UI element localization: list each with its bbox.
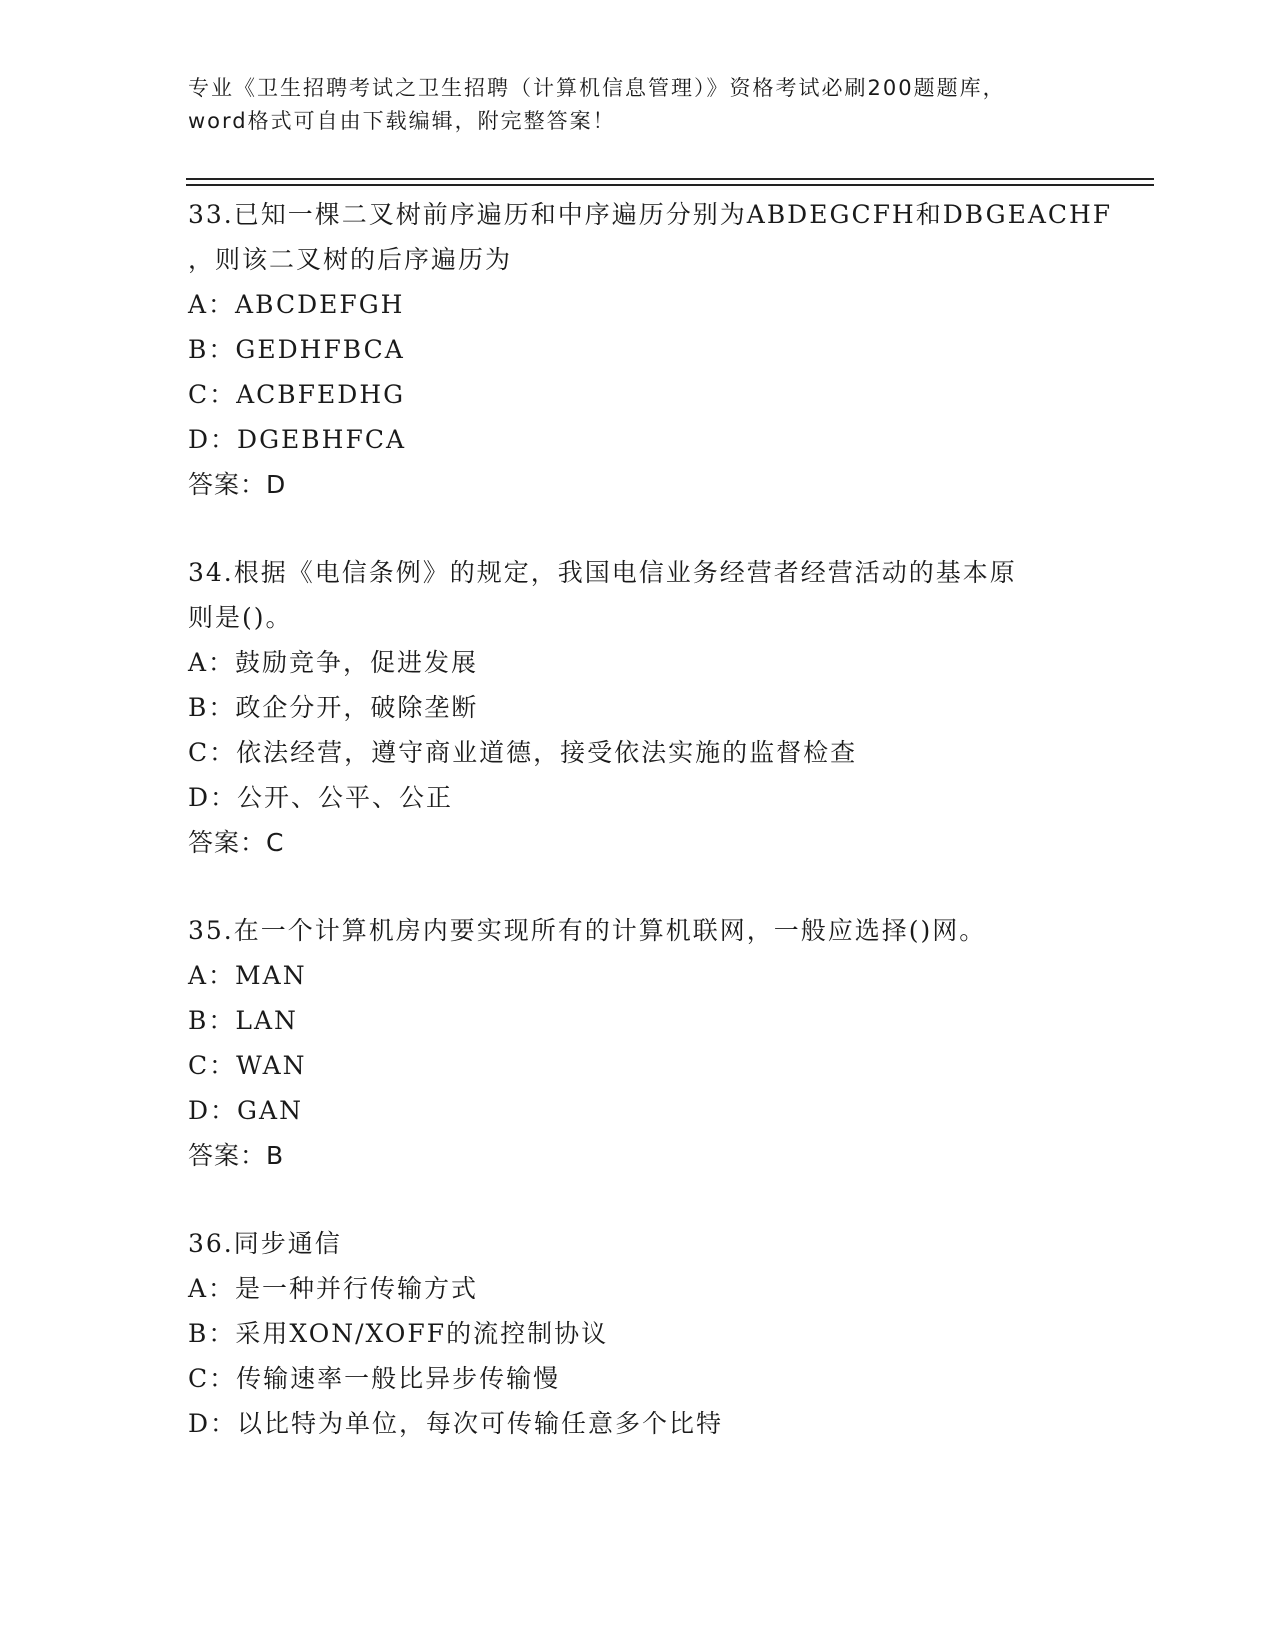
question-text: 36.同步通信 [188, 1229, 342, 1258]
answer: 答案：D [188, 470, 287, 499]
question-text-continued: ，则该二叉树的后序遍历为 [188, 245, 513, 274]
question-36 [188, 1221, 1088, 1446]
option-d: D：以比特为单位，每次可传输任意多个比特 [188, 1409, 724, 1438]
option-b: B：政企分开，破除垄断 [188, 693, 479, 722]
option-d: D：公开、公平、公正 [188, 783, 454, 812]
document-header [188, 72, 1088, 138]
option-b: B：采用XON/XOFF的流控制协议 [188, 1319, 609, 1348]
question-text: 35.在一个计算机房内要实现所有的计算机联网，一般应选择()网。 [188, 916, 987, 945]
option-a: A：MAN [188, 961, 307, 990]
option-c: C：WAN [188, 1051, 307, 1080]
question-text: 33.已知一棵二叉树前序遍历和中序遍历分别为ABDEGCFH和DBGEACHF [188, 200, 1113, 229]
option-d: D：GAN [188, 1096, 303, 1125]
header-line-1: 专业《卫生招聘考试之卫生招聘（计算机信息管理）》资格考试必刷200题题库， [188, 76, 1006, 100]
option-c: C：ACBFEDHG [188, 380, 406, 409]
option-d: D：DGEBHFCA [188, 425, 407, 454]
question-34 [188, 550, 1088, 865]
question-text: 34.根据《电信条例》的规定，我国电信业务经营者经营活动的基本原 [188, 558, 1017, 587]
header-line-2: word格式可自由下载编辑，附完整答案！ [188, 109, 616, 133]
option-c: C：传输速率一般比异步传输慢 [188, 1364, 561, 1393]
question-list [188, 192, 1113, 1446]
header-divider-bottom [186, 184, 1154, 186]
question-text-continued: 则是()。 [188, 603, 293, 632]
option-c: C：依法经营，遵守商业道德，接受依法实施的监督检查 [188, 738, 858, 767]
option-a: A：是一种并行传输方式 [188, 1274, 479, 1303]
question-35 [188, 908, 1088, 1178]
option-a: A：ABCDEFGH [188, 290, 405, 319]
answer: 答案：B [188, 1141, 285, 1170]
header-divider-top [186, 178, 1154, 180]
option-b: B：GEDHFBCA [188, 335, 405, 364]
option-b: B：LAN [188, 1006, 298, 1035]
answer: 答案：C [188, 828, 285, 857]
question-33 [188, 192, 1113, 507]
option-a: A：鼓励竞争，促进发展 [188, 648, 479, 677]
